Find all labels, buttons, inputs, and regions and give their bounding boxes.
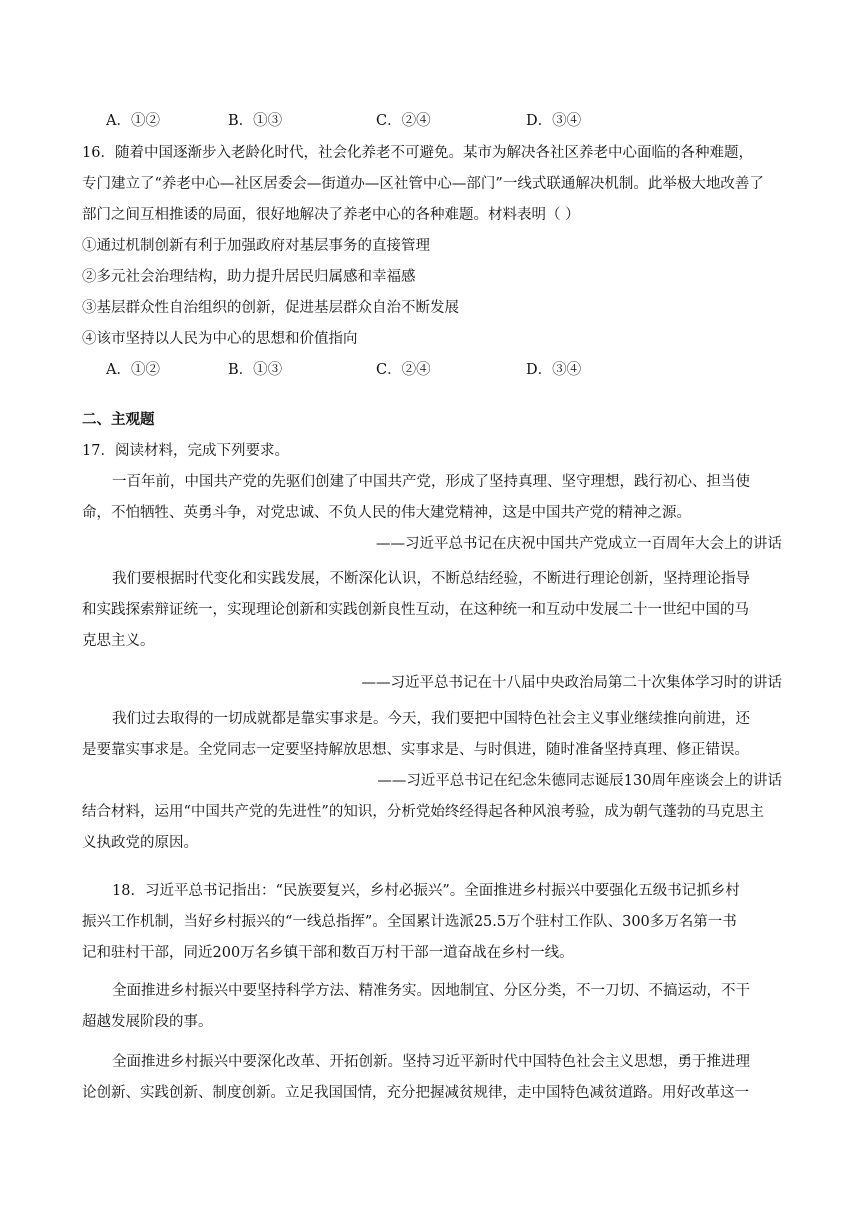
q17-material-3 bbox=[82, 704, 782, 859]
material-line: 命，不怕牺牲、英勇斗争，对党忠诚、不负人民的伟大建党精神，这是中国共产党的精神之源。 bbox=[82, 505, 691, 521]
option-b[interactable]: B．①③ bbox=[228, 362, 283, 378]
question-17 bbox=[82, 436, 782, 467]
q18-paragraph-3 bbox=[82, 1047, 782, 1109]
question-stem-line: 部门之间互相推诿的局面，很好地解决了养老中心的各种难题。材料表明（ ） bbox=[82, 207, 580, 223]
material-line: 全面推进乡村振兴中要坚持科学方法、精准务实。因地制宜、分区分类，不一刀切、不搞运动，不干 bbox=[112, 983, 750, 999]
material-line: 一百年前，中国共产党的先驱们创建了中国共产党，形成了坚持真理、坚守理想，践行初心、担当使 bbox=[112, 474, 750, 490]
material-line: 振兴工作机制，当好乡村振兴的“一线总指挥”。全国累计选派25.5万个驻村工作队、300多万名第一书 bbox=[82, 914, 737, 930]
q17-material-2 bbox=[82, 564, 782, 657]
question-16 bbox=[82, 138, 782, 386]
option-a[interactable]: A．①② bbox=[106, 113, 160, 129]
material-source: ——习近平总书记在纪念朱德同志诞辰130周年座谈会上的讲话 bbox=[377, 773, 782, 789]
statement-3: ③基层群众性自治组织的创新，促进基层群众自治不断发展 bbox=[82, 300, 459, 316]
material-source: ——习近平总书记在庆祝中国共产党成立一百周年大会上的讲话 bbox=[376, 536, 782, 552]
material-line: 我们要根据时代变化和实践发展，不断深化认识，不断总结经验，不断进行理论创新，坚持理论指导 bbox=[112, 571, 750, 587]
material-line: 超越发展阶段的事。 bbox=[82, 1014, 213, 1030]
question-18 bbox=[82, 876, 782, 969]
q17-source-2 bbox=[82, 668, 782, 699]
question-requirement: 义执政党的原因。 bbox=[82, 835, 198, 851]
material-line: 全面推进乡村振兴中要深化改革、开拓创新。坚持习近平新时代中国特色社会主义思想，勇于推进理 bbox=[112, 1054, 750, 1070]
material-line: 是要靠实事求是。全党同志一定要坚持解放思想、实事求是、与时俱进，随时准备坚持真理、修正错误。 bbox=[82, 742, 749, 758]
option-c[interactable]: C．②④ bbox=[376, 362, 431, 378]
q16-options bbox=[82, 355, 782, 386]
material-line: 记和驻村干部，同近200万名乡镇干部和数百万村干部一道奋战在乡村一线。 bbox=[82, 945, 574, 961]
material-line: 论创新、实践创新、制度创新。立足我国国情，充分把握减贫规律，走中国特色减贫道路。用好改革这一 bbox=[82, 1085, 749, 1101]
statement-2: ②多元社会治理结构，助力提升居民归属感和幸福感 bbox=[82, 269, 416, 285]
option-b[interactable]: B．①③ bbox=[228, 113, 283, 129]
q15-options bbox=[82, 106, 782, 137]
material-line: 和实践探索辩证统一，实现理论创新和实践创新良性互动，在这种统一和互动中发展二十一世纪中国的马 bbox=[82, 602, 749, 618]
section-title: 二、主观题 bbox=[82, 412, 155, 428]
q17-material-1 bbox=[82, 467, 782, 560]
q18-paragraph-2 bbox=[82, 976, 782, 1038]
statement-1: ①通过机制创新有利于加强政府对基层事务的直接管理 bbox=[82, 238, 430, 254]
material-line: 克思主义。 bbox=[82, 633, 155, 649]
material-source: ——习近平总书记在十八届中央政治局第二十次集体学习时的讲话 bbox=[361, 675, 782, 691]
question-requirement: 结合材料，运用“中国共产党的先进性”的知识，分析党始终经得起各种风浪考验，成为朝气蓬勃的马克思主 bbox=[82, 804, 764, 820]
question-stem-line: 专门建立了“养老中心—社区居委会—街道办—区社管中心—部门”一线式联通解决机制。此举极大地改善了 bbox=[82, 176, 764, 192]
question-stem-line: 16．随着中国逐渐步入老龄化时代，社会化养老不可避免。某市为解决各社区养老中心面临的各种难题， bbox=[82, 145, 753, 161]
question-stem: 17．阅读材料，完成下列要求。 bbox=[82, 443, 289, 459]
option-d[interactable]: D．③④ bbox=[526, 113, 582, 129]
option-a[interactable]: A．①② bbox=[106, 362, 160, 378]
material-line: 我们过去取得的一切成就都是靠实事求是。今天，我们要把中国特色社会主义事业继续推向前进，还 bbox=[112, 711, 750, 727]
option-c[interactable]: C．②④ bbox=[376, 113, 431, 129]
section-header bbox=[82, 405, 782, 436]
statement-4: ④该市坚持以人民为中心的思想和价值指向 bbox=[82, 331, 358, 347]
option-d[interactable]: D．③④ bbox=[526, 362, 582, 378]
material-line: 18．习近平总书记指出：“民族要复兴，乡村必振兴”。全面推进乡村振兴中要强化五级书记抓乡村 bbox=[112, 883, 740, 899]
